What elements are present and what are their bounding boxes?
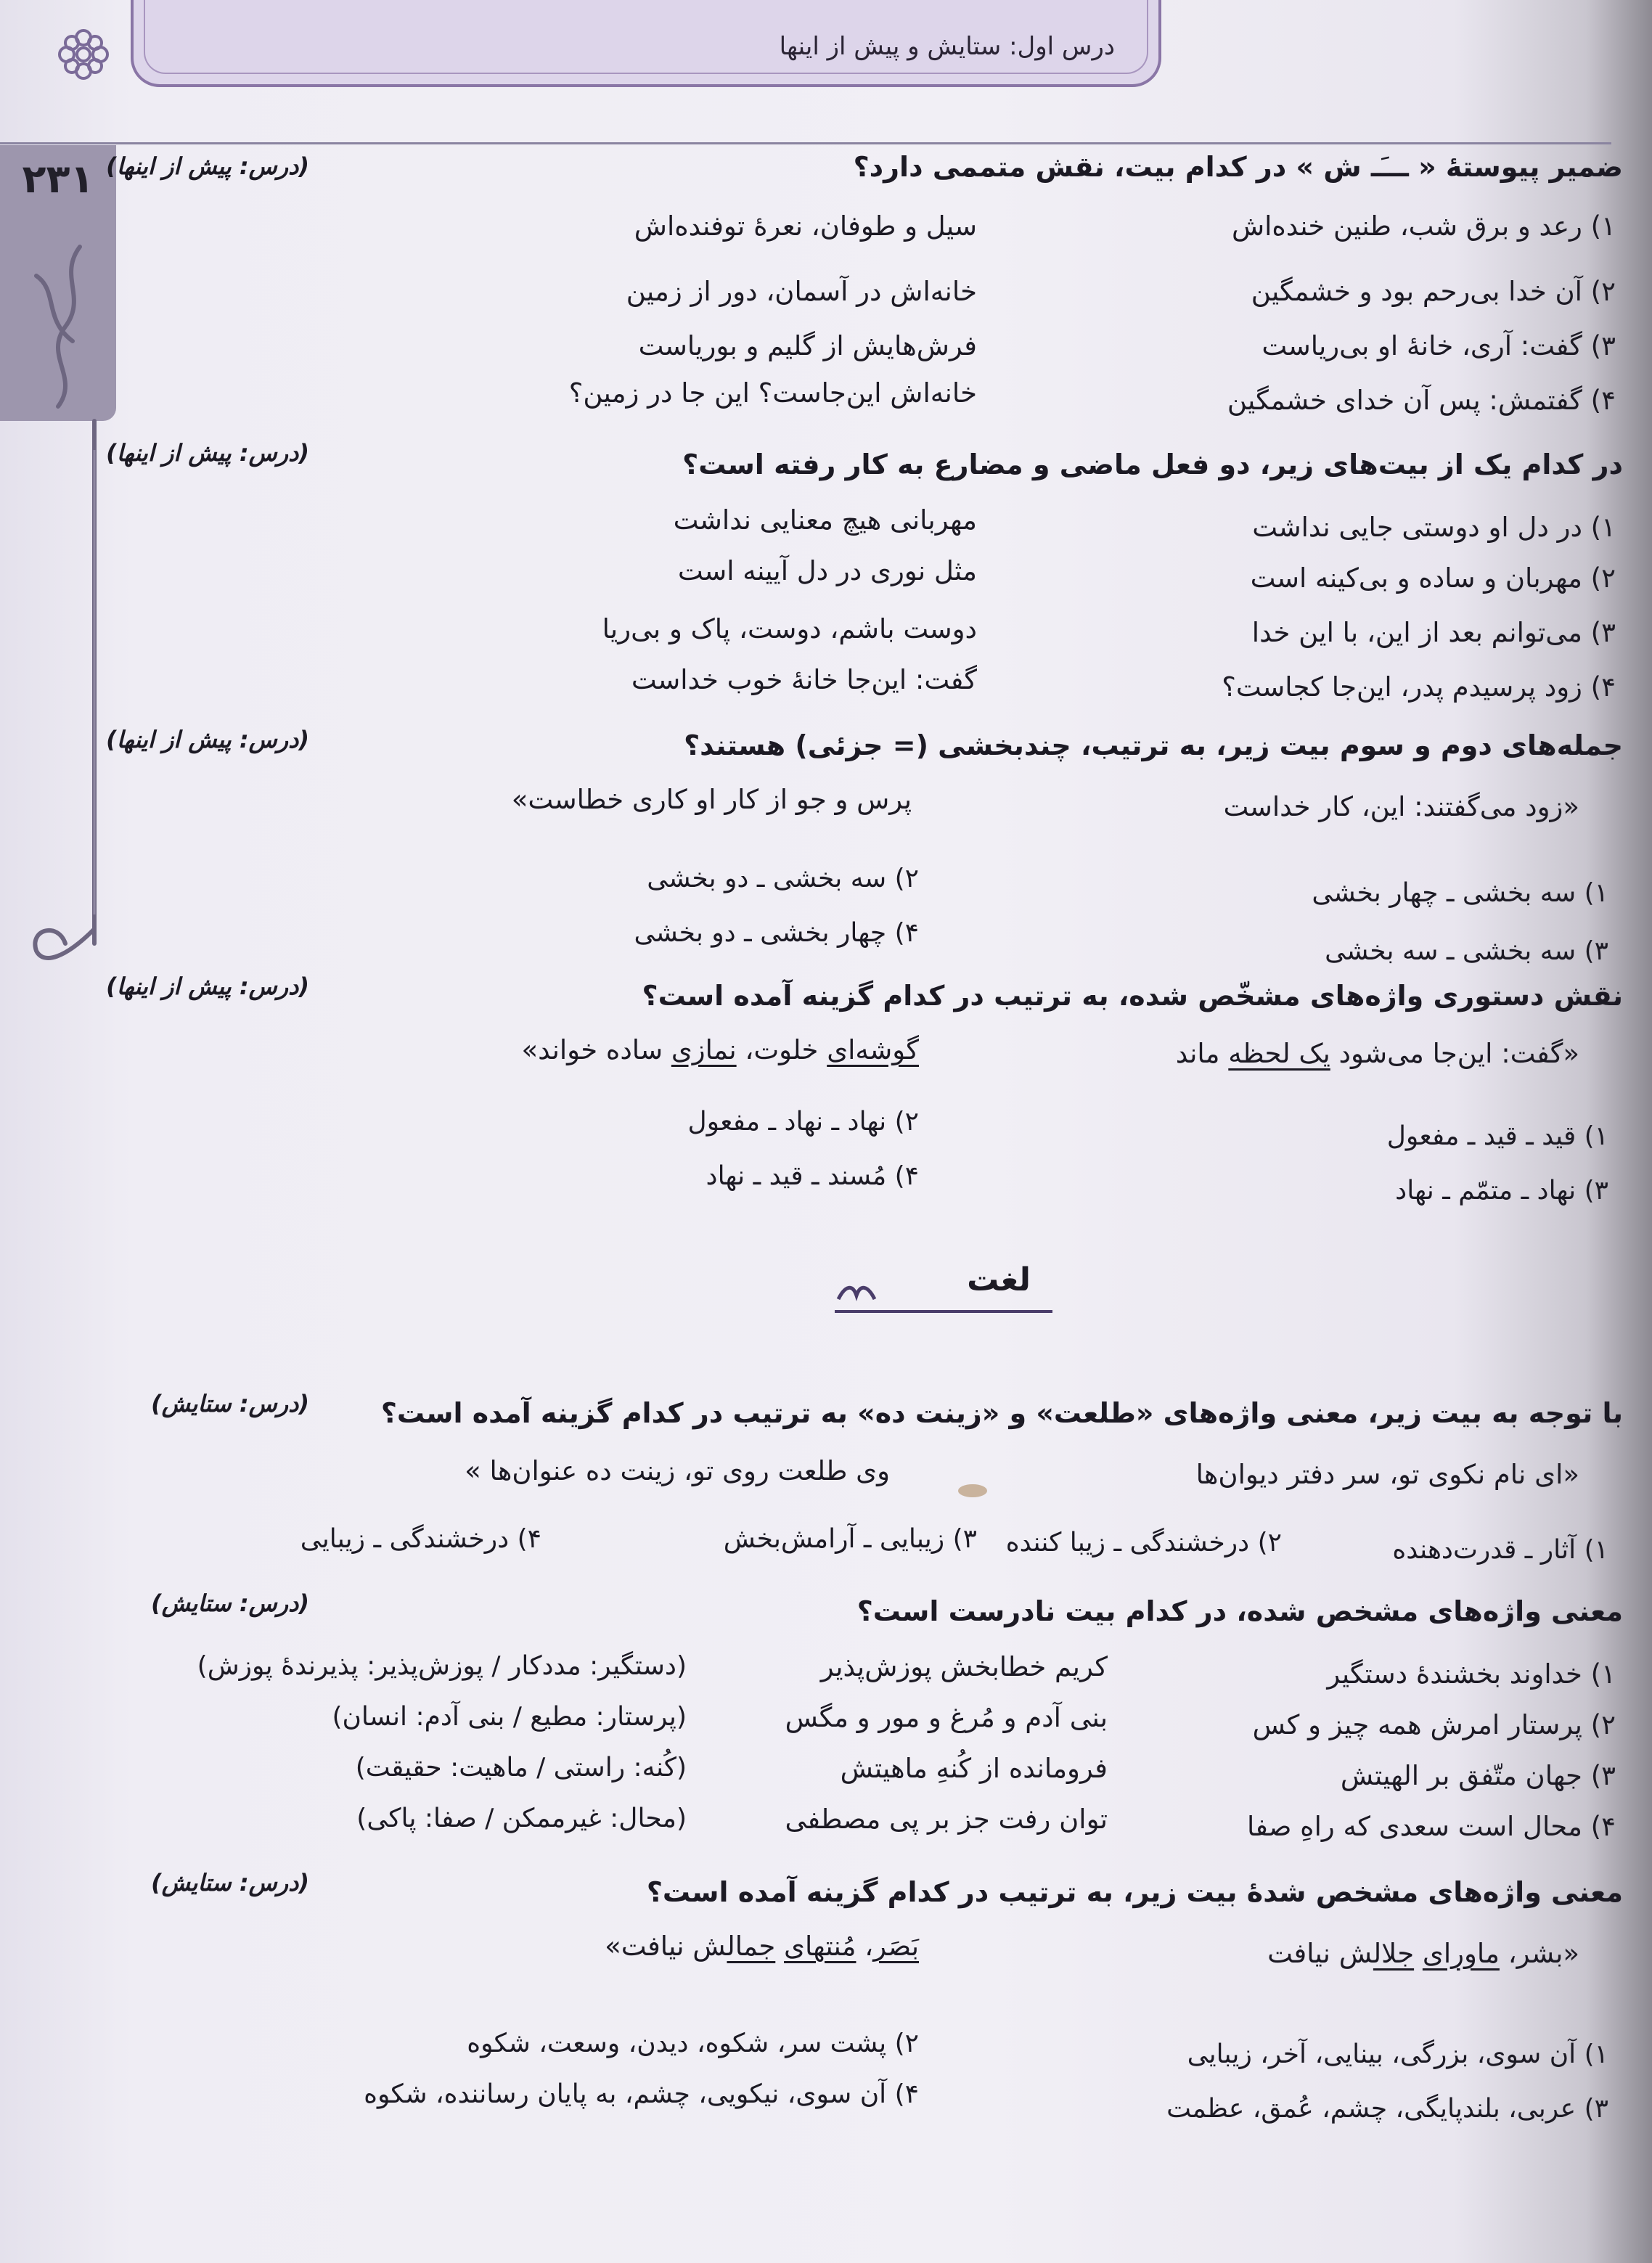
underlined-word: بَصَر xyxy=(873,1931,919,1962)
verse-left: گوشه‌ای خلوت، نمازی ساده خواند» xyxy=(521,1034,919,1065)
verse-left: گفت: این‌جا خانهٔ خوب خداست xyxy=(631,664,977,695)
ink-smudge xyxy=(958,1484,987,1497)
verse-mid: توان رفت جز بر پی مصطفی xyxy=(785,1804,1108,1835)
verse-right: «زود می‌گفتند: این، کار خداست xyxy=(1223,791,1579,822)
verse-right: ۴) زود پرسیدم پدر، این‌جا کجاست؟ xyxy=(1222,671,1616,703)
verse-right: ۳) گفت: آری، خانهٔ او بی‌ریاست xyxy=(1262,330,1616,361)
answer-option[interactable]: ۲) درخشندگی ـ زیبا کننده xyxy=(1005,1528,1282,1558)
verse-right: ۴) محال است سعدی که راهِ صفا xyxy=(1247,1811,1616,1842)
underlined-word: مُنتهای xyxy=(784,1931,856,1962)
lesson-header xyxy=(131,0,1161,87)
verse-right: ۴) گفتمش: پس آن خدای خشمگین xyxy=(1227,385,1616,416)
question-source: (درس: پیش از اینها) xyxy=(106,439,309,467)
underlined-word: گوشه‌ای xyxy=(827,1034,919,1065)
answer-option[interactable]: ۱) قید ـ قید ـ مفعول xyxy=(1386,1121,1608,1151)
question-text: با توجه به بیت زیر، معنی واژه‌های «طلعت» و «زینت ده» به ترتیب در کدام گزینه آمده است؟ xyxy=(380,1397,1623,1429)
answer-option[interactable]: ۴) درخشندگی ـ زیبایی xyxy=(300,1524,541,1554)
meaning-note: (پرستار: مطیع / بنی آدم: انسان) xyxy=(332,1702,687,1732)
top-rule xyxy=(0,142,1611,144)
verse-right: ۳) جهان متّفق بر الهیتش xyxy=(1340,1760,1616,1791)
verse-left: وی طلعت روی تو، زینت ده عنوان‌ها » xyxy=(465,1455,890,1486)
calligraphy-ornament-icon xyxy=(15,232,109,1002)
answer-option[interactable]: ۴) آن سوی، نیکویی، چشم، به پایان رساننده، شکوه xyxy=(364,2079,919,2109)
verse-right: «ای نام نکوی تو، سر دفتر دیوان‌ها xyxy=(1195,1459,1579,1490)
answer-option[interactable]: ۲) سه بخشی ـ دو بخشی xyxy=(647,864,919,893)
verse-left: بَصَر، مُنتهای جمالش نیافت» xyxy=(605,1931,919,1962)
answer-option[interactable]: ۲) پشت سر، شکوه، دیدن، وسعت، شکوه xyxy=(467,2029,919,2058)
verse-right: ۲) آن خدا بی‌رحم بود و خشمگین xyxy=(1251,276,1616,307)
verse-right: ۱) رعد و برق شب، طنین خنده‌اش xyxy=(1231,210,1616,242)
answer-option[interactable]: ۲) نهاد ـ نهاد ـ مفعول xyxy=(687,1107,919,1137)
question-text: معنی واژه‌های مشخص شدهٔ بیت زیر، به ترتیب در کدام گزینه آمده است؟ xyxy=(646,1876,1623,1908)
underlined-word: یک لحظه xyxy=(1228,1038,1330,1069)
question-text: نقش دستوری واژه‌های مشخّص شده، به ترتیب در کدام گزینه آمده است؟ xyxy=(642,980,1623,1012)
verse-left: خانه‌اش این‌جاست؟ این جا در زمین؟ xyxy=(568,377,977,409)
verse-right: ۲) پرستار امرش همه چیز و کس xyxy=(1252,1709,1616,1740)
lesson-title: درس اول: ستایش و پیش از اینها xyxy=(779,32,1115,61)
answer-option[interactable]: ۴) مُسند ـ قید ـ نهاد xyxy=(706,1161,919,1191)
section-title: لغت xyxy=(967,1261,1031,1298)
verse-left: مهربانی هیچ معنایی نداشت xyxy=(673,504,977,536)
verse-left: دوست باشم، دوست، پاک و بی‌ریا xyxy=(602,613,977,644)
question-source: (درس: پیش از اینها) xyxy=(106,973,309,1000)
answer-option[interactable]: ۱) آن سوی، بزرگی، بینایی، آخر، زیبایی xyxy=(1187,2039,1608,2069)
underlined-word: جلال xyxy=(1373,1938,1415,1969)
answer-option[interactable]: ۳) نهاد ـ متمّم ـ نهاد xyxy=(1395,1176,1608,1206)
calligraphy-flourish-icon xyxy=(835,1277,878,1306)
answer-option[interactable]: ۳) زیبایی ـ آرامش‌بخش xyxy=(723,1524,977,1554)
verse-left: سیل و طوفان، نعرهٔ توفنده‌اش xyxy=(634,210,977,242)
verse-left: فرش‌هایش از گلیم و بوریاست xyxy=(638,330,977,361)
meaning-note: (دستگیر: مددکار / پوزش‌پذیر: پذیرندهٔ پوزش) xyxy=(197,1651,687,1681)
verse-mid: کریم خطابخش پوزش‌پذیر xyxy=(820,1651,1108,1682)
verse-right: «گفت: این‌جا می‌شود یک لحظه ماند xyxy=(1175,1038,1579,1069)
answer-option[interactable]: ۴) چهار بخشی ـ دو بخشی xyxy=(634,918,919,948)
verse-left: خانه‌اش در آسمان، دور از زمین xyxy=(626,276,977,307)
answer-option[interactable]: ۳) سه بخشی ـ سه بخشی xyxy=(1325,936,1608,966)
verse-right: «بشر، ماورای جلالش نیافت xyxy=(1267,1938,1579,1969)
question-source: (درس: پیش از اینها) xyxy=(106,152,309,180)
question-source: (درس: ستایش) xyxy=(151,1390,309,1417)
question-text: در کدام یک از بیت‌های زیر، دو فعل ماضی و مضارع به کار رفته است؟ xyxy=(682,449,1623,480)
flower-ornament-icon xyxy=(51,22,116,87)
verse-right: ۲) مهربان و ساده و بی‌کینه است xyxy=(1250,562,1616,594)
verse-left: پرس و جو از کار او کاری خطاست» xyxy=(511,784,912,815)
question-text: جمله‌های دوم و سوم بیت زیر، به ترتیب، چندبخشی (= جزئی) هستند؟ xyxy=(684,729,1623,761)
underlined-word: جمال xyxy=(727,1931,776,1962)
meaning-note: (کُنه: راستی / ماهیت: حقیقت) xyxy=(355,1753,687,1783)
question-text: معنی واژه‌های مشخص شده، در کدام بیت نادرست است؟ xyxy=(856,1595,1623,1627)
section-heading xyxy=(835,1256,1052,1321)
underlined-word: نمازی xyxy=(671,1034,737,1065)
answer-option[interactable]: ۳) عربی، بلندپایگی، چشم، عُمق، عظمت xyxy=(1166,2094,1608,2124)
question-source: (درس: ستایش) xyxy=(151,1869,309,1896)
verse-right: ۳) می‌توانم بعد از این، با این خدا xyxy=(1251,617,1616,648)
answer-option[interactable]: ۱) سه بخشی ـ چهار بخشی xyxy=(1312,878,1608,908)
question-text: ضمیر پیوستهٔ « ـــَـ ش » در کدام بیت، نقش متممی دارد؟ xyxy=(853,151,1623,183)
answer-option[interactable]: ۱) آثار ـ قدرت‌دهنده xyxy=(1392,1535,1608,1565)
question-source: (درس: پیش از اینها) xyxy=(106,726,309,753)
verse-left: مثل نوری در دل آیینه است xyxy=(677,555,977,586)
verse-mid: بنی آدم و مُرغ و مور و مگس xyxy=(785,1702,1108,1733)
verse-mid: فرومانده از کُنهِ ماهیتش xyxy=(840,1753,1108,1784)
section-underline xyxy=(835,1310,1052,1313)
underlined-word: ماورای xyxy=(1422,1938,1500,1969)
page-number: ۲۳۱ xyxy=(22,156,94,202)
verse-right: ۱) در دل او دوستی جایی نداشت xyxy=(1252,512,1616,543)
verse-right: ۱) خداوند بخشندهٔ دستگیر xyxy=(1327,1658,1616,1690)
question-source: (درس: ستایش) xyxy=(151,1589,309,1617)
meaning-note: (محال: غیرممکن / صفا: پاکی) xyxy=(356,1804,687,1833)
